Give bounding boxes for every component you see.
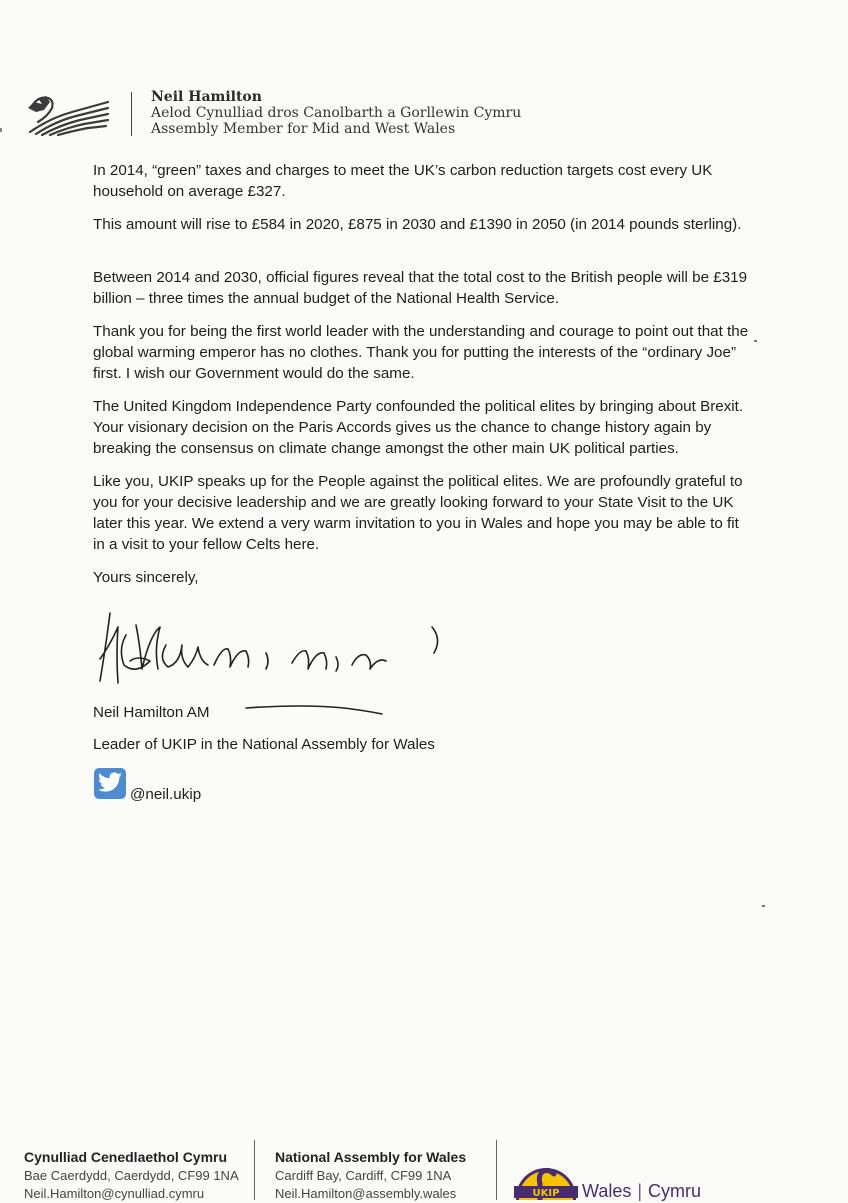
paragraph-total-cost: Between 2014 and 2030, official figures reveal that the total cost to the British people will be £319 billion – three times the annual budget of the National Health Service.: [93, 269, 748, 307]
paragraph-brexit: The United Kingdom Independence Party confounded the political elites by bringing about Brexit. Your visionary decision on the Paris Accords gives us the chance to change history again by breaking the consensus on climate change amongst the other main UK political parties.: [93, 398, 744, 457]
welsh-title: Aelod Cynulliad dros Canolbarth a Gorllewin Cymru: [151, 105, 522, 121]
footer-divider: [254, 1140, 255, 1200]
closing: Yours sincerely,: [93, 569, 199, 586]
twitter-icon: [94, 768, 126, 799]
signature-name: Neil Hamilton AM: [93, 704, 210, 721]
footer-english-address: Cardiff Bay, Cardiff, CF99 1NA: [275, 1168, 452, 1183]
ukip-logo-text: UKIP: [532, 1188, 560, 1199]
assembly-dragon-logo: [24, 92, 110, 136]
paragraph-rise: This amount will rise to £584 in 2020, £875 in 2030 and £1390 in 2050 (in 2014 pounds sterling).: [93, 216, 742, 233]
region-english: Wales: [582, 1181, 632, 1201]
footer-welsh-address: Bae Caerdydd, Caerdydd, CF99 1NA: [24, 1168, 239, 1183]
footer-english: [275, 1148, 466, 1203]
ukip-wales-label: [582, 1180, 701, 1202]
ukip-pound-logo: [514, 1160, 578, 1200]
footer-divider: [496, 1140, 497, 1200]
footer-welsh-title: Cynulliad Cenedlaethol Cymru: [24, 1149, 228, 1165]
footer-welsh-email: Neil.Hamilton@cynulliad.cymru: [24, 1186, 205, 1201]
paragraph-green-taxes: In 2014, “green” taxes and charges to meet the UK’s carbon reduction targets cost every UK household on average £327.: [93, 162, 713, 200]
letter-body: [93, 160, 753, 600]
english-title: Assembly Member for Mid and West Wales: [151, 121, 456, 137]
footer-english-title: National Assembly for Wales: [275, 1149, 467, 1165]
header-divider: [131, 92, 132, 136]
paragraph-invitation: Like you, UKIP speaks up for the People against the political elites. We are profoundly grateful to you for your decisive leadership and we are greatly looking forward to your State Visit to the UK later this year. We extend a very warm invitation to you in Wales and hope you may be able to fit in a visit to your fellow Celts here.: [93, 473, 743, 553]
twitter-handle: @neil.ukip: [130, 786, 202, 803]
region-separator: |: [637, 1181, 643, 1201]
footer-welsh: [24, 1148, 239, 1203]
signature-role: Leader of UKIP in the National Assembly for Wales: [93, 736, 435, 753]
handwritten-signature: [96, 605, 456, 690]
scan-mark: [754, 340, 757, 342]
paragraph-thank-you: Thank you for being the first world leader with the understanding and courage to point out that the global warming emperor has no clothes. Thank you for putting the interests of the “ordinary Joe” first. I wish our Government would do the same.: [93, 323, 749, 382]
member-name: Neil Hamilton: [151, 89, 262, 105]
signature-underline: [244, 700, 384, 720]
scan-mark: [762, 905, 765, 907]
footer-english-email: Neil.Hamilton@assembly.wales: [275, 1186, 457, 1201]
scan-mark: [0, 128, 2, 132]
region-welsh: Cymru: [648, 1181, 702, 1201]
letterhead: [151, 89, 521, 137]
